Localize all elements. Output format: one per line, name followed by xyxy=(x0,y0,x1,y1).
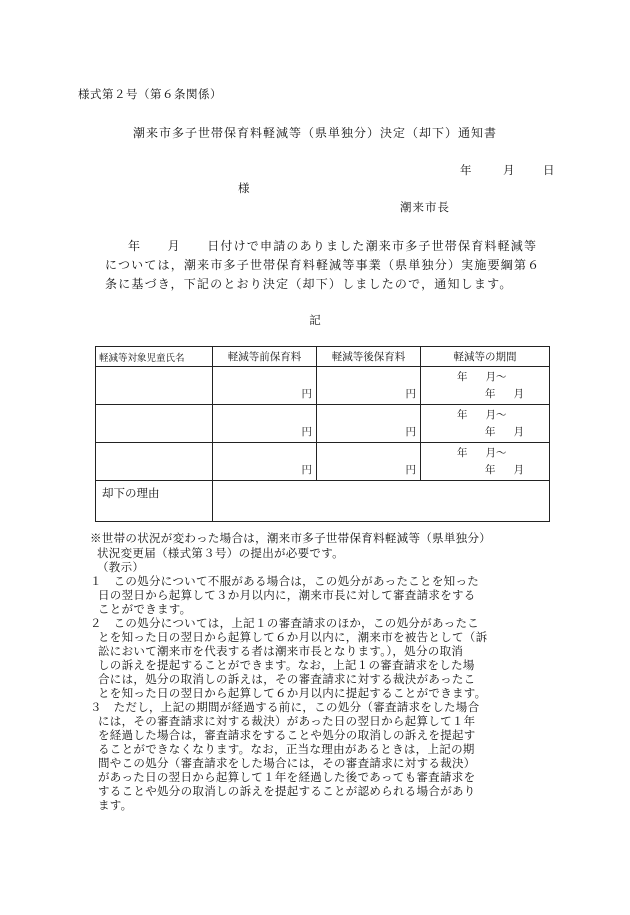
table-header-row xyxy=(96,347,550,367)
period-cell xyxy=(421,443,550,481)
notice-2-line-3: 訟において潮来市を代表する者は潮来市長となります。），処分の取消 xyxy=(98,644,464,658)
period-to-month: 月 xyxy=(513,426,524,438)
fee-before-cell xyxy=(213,443,317,481)
period-cell xyxy=(421,367,550,405)
header-fee-after: 軽減等後保育料 xyxy=(317,347,421,367)
reason-label: 却下の理由 xyxy=(102,486,160,500)
fee-before-cell xyxy=(213,405,317,443)
table-row xyxy=(96,367,550,405)
period-from-year: 年 xyxy=(457,447,468,459)
form-number: 様式第２号（第６条関係） xyxy=(78,87,222,101)
notice-3-line-1: ３ ただし，上記の期間が経過する前に，この処分（審査請求をした場合 xyxy=(90,700,480,714)
notice-3-line-8: ます。 xyxy=(98,798,133,812)
reason-content-cell xyxy=(213,481,550,522)
notice-1-line-1: １ この処分について不服がある場合は，この処分があったことを知った xyxy=(90,574,480,588)
child-name-cell xyxy=(96,443,213,481)
child-name-cell xyxy=(96,367,213,405)
period-cell xyxy=(421,405,550,443)
body-line-2: については，潮来市多子世帯保育料軽減等事業（県単独分）実施要綱第６ xyxy=(105,258,541,272)
notice-3-line-5: 間やこの処分（審査請求をした場合には，その審査請求に対する裁決） xyxy=(98,756,476,770)
notice-2-line-5: 合には，処分の取消しの訴えは，その審査請求に対する裁決があったこ xyxy=(98,672,476,686)
period-from-month: 月～ xyxy=(485,371,507,383)
asterisk-note-line-2: 状況変更届（様式第３号）の提出が必要です。 xyxy=(97,546,344,560)
period-from-year: 年 xyxy=(457,371,468,383)
ki-heading: 記 xyxy=(309,313,321,327)
rejection-reason-row xyxy=(96,481,550,522)
fee-after-cell xyxy=(317,443,421,481)
yen-unit: 円 xyxy=(405,464,416,476)
notice-3-line-4: ることができなくなります。なお，正当な理由があるときは，上記の期 xyxy=(98,742,475,756)
notice-2-line-4: しの訴えを提起することができます。なお，上記１の審査請求をした場 xyxy=(98,658,475,672)
notice-2-line-1: ２ この処分については，上記１の審査請求のほか，この処分があったこ xyxy=(90,616,480,630)
fee-after-cell xyxy=(317,367,421,405)
reason-label-cell xyxy=(96,481,213,522)
body-line-1: 年 月 日付けで申請のありました潮来市多子世帯保育料軽減等 xyxy=(128,239,538,253)
header-fee-before: 軽減等前保育料 xyxy=(213,347,317,367)
notice-3-line-6: があった日の翌日から起算して１年を経過した後であっても審査請求を xyxy=(98,770,476,784)
header-period: 軽減等の期間 xyxy=(421,347,550,367)
period-from-month: 月～ xyxy=(485,409,507,421)
notice-3-line-2: には，その審査請求に対する裁決）があった日の翌日から起算して１年 xyxy=(98,714,476,728)
reduction-table xyxy=(95,346,550,522)
notice-2-line-2: とを知った日の翌日から起算して６か月以内に，潮来市を被告として（訴 xyxy=(98,630,488,644)
period-to-year: 年 xyxy=(485,426,496,438)
body-line-3: 条に基づき，下記のとおり決定（却下）しましたので，通知します。 xyxy=(105,277,513,291)
date-day-label: 日 xyxy=(543,163,555,177)
kyoji-heading: （教示） xyxy=(97,560,145,574)
recipient-suffix: 様 xyxy=(238,181,250,195)
yen-unit: 円 xyxy=(301,426,312,438)
table-row xyxy=(96,405,550,443)
yen-unit: 円 xyxy=(405,388,416,400)
document-title: 潮来市多子世帯保育料軽減等（県単独分）決定（却下）通知書 xyxy=(132,126,497,140)
fee-after-cell xyxy=(317,405,421,443)
period-from-year: 年 xyxy=(457,409,468,421)
table-row xyxy=(96,443,550,481)
issuer: 潮来市長 xyxy=(400,200,450,214)
period-from-month: 月～ xyxy=(485,447,507,459)
child-name-cell xyxy=(96,405,213,443)
yen-unit: 円 xyxy=(301,464,312,476)
fee-before-cell xyxy=(213,367,317,405)
period-to-month: 月 xyxy=(513,388,524,400)
notice-1-line-3: ことができます。 xyxy=(98,602,192,616)
period-to-year: 年 xyxy=(485,388,496,400)
notice-3-line-7: することや処分の取消しの訴えを提起することが認められる場合があり xyxy=(98,784,476,798)
notice-2-line-6: とを知った日の翌日から起算して６か月以内に提起することができます。 xyxy=(98,686,487,700)
yen-unit: 円 xyxy=(301,388,312,400)
period-to-month: 月 xyxy=(513,464,524,476)
period-to-year: 年 xyxy=(485,464,496,476)
notice-3-line-3: を経過した場合は，審査請求をすることや処分の取消しの訴えを提起す xyxy=(98,728,476,742)
yen-unit: 円 xyxy=(405,426,416,438)
header-child-name: 軽減等対象児童氏名 xyxy=(96,347,213,367)
date-month-label: 月 xyxy=(503,163,515,177)
notice-1-line-2: 日の翌日から起算して３か月以内に，潮来市長に対して審査請求をする xyxy=(98,588,476,602)
date-year-label: 年 xyxy=(460,163,472,177)
asterisk-note-line-1: ※世帯の状況が変わった場合は，潮来市多子世帯保育料軽減等（県単独分） xyxy=(90,531,492,545)
